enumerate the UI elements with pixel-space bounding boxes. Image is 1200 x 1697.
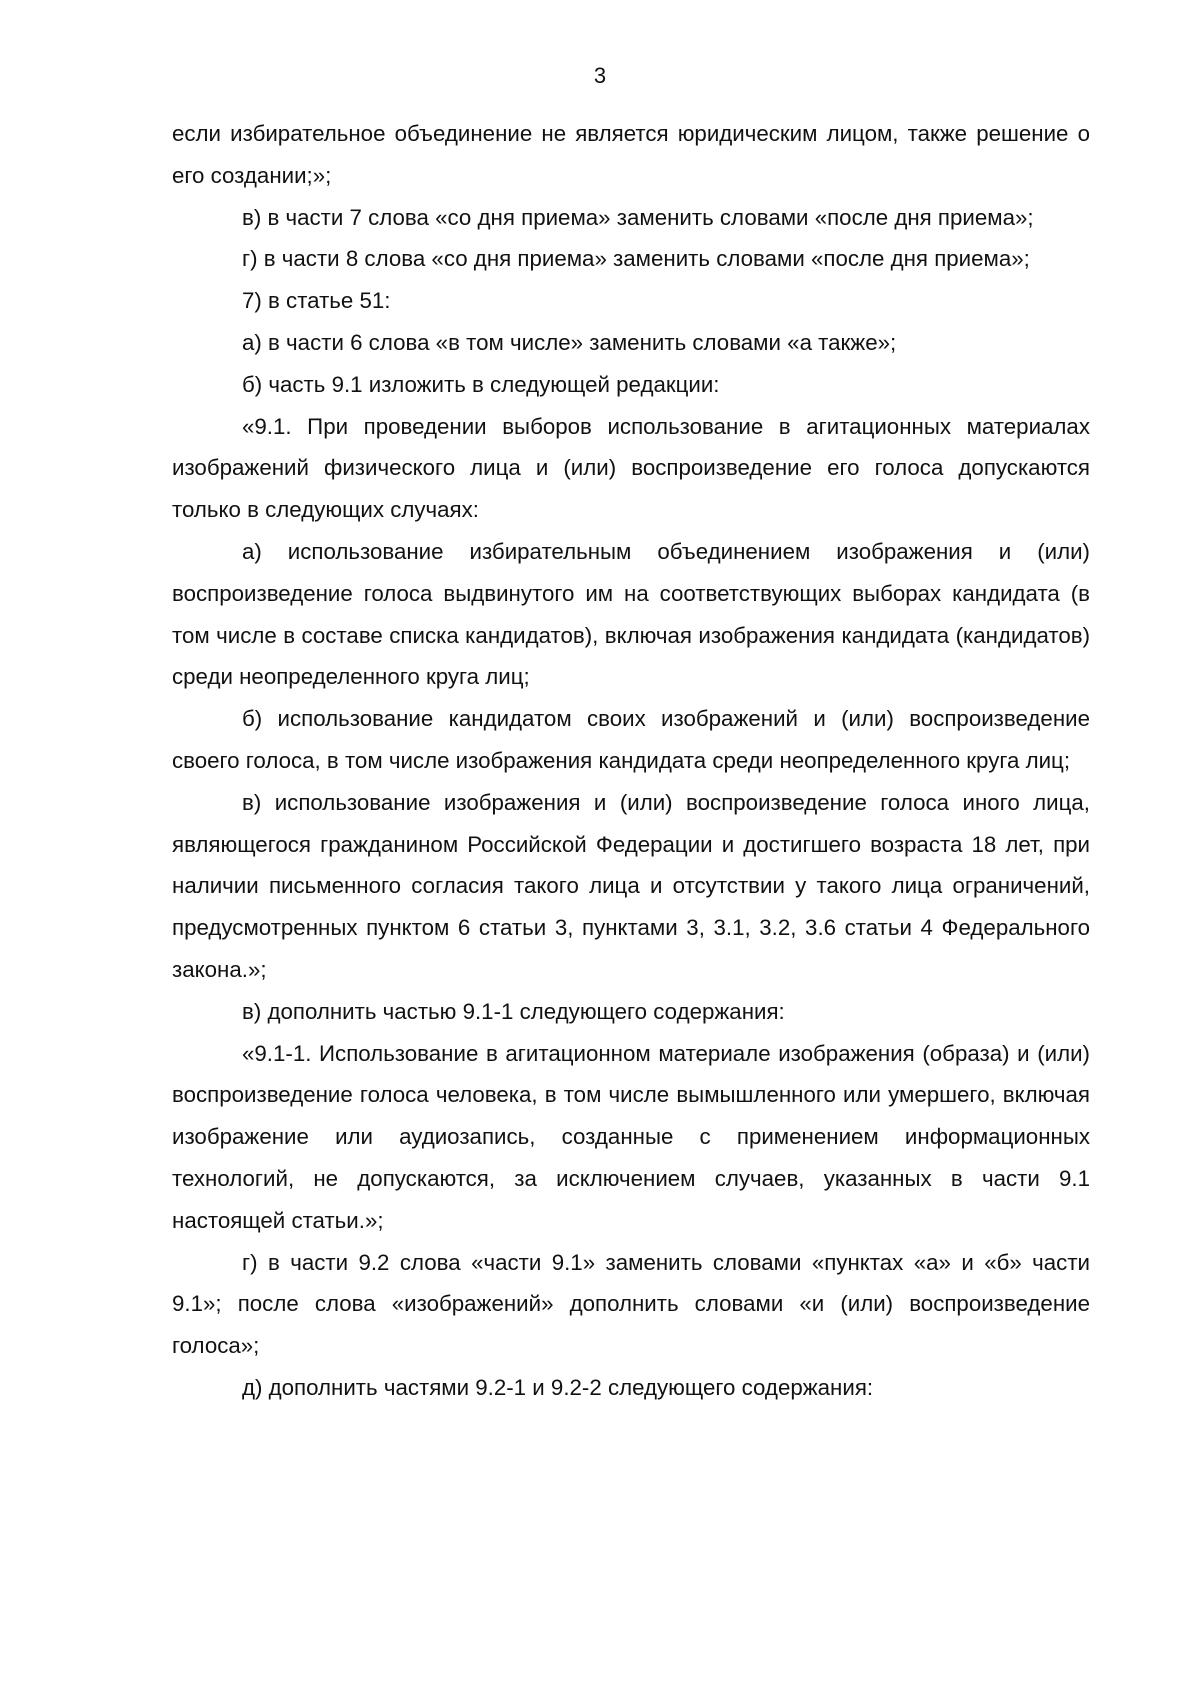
paragraph-case-a: а) использование избирательным объединением изображения и (или) воспроизведение голоса выдвинутого им на соответствующих выборах кандидата (в том числе в составе списка кандидатов), включая изображения кандидата (кандидатов) среди неопределенного круга лиц; [172,538,1090,690]
paragraph-item-d-parts-9-2-1-9-2-2: д) дополнить частями 9.2-1 и 9.2-2 следующего содержания: [242,1374,874,1400]
paragraph-part-9-1-text: «9.1. При проведении выборов использование в агитационных материалах изображений физического лица и (или) воспроизведение его голоса допускаются только в следующих случаях: [172,413,1090,523]
paragraph-item-b-part-9-1: б) часть 9.1 изложить в следующей редакции: [242,371,720,397]
paragraph-item-g-part-9-2: г) в части 9.2 слова «части 9.1» заменить словами «пунктах «а» и «б» части 9.1»; после слова «изображений» дополнить словами «и (или) воспроизведение голоса»; [172,1249,1090,1359]
paragraph-item-g-part-8: г) в части 8 слова «со дня приема» заменить словами «после дня приема»; [242,246,1030,272]
paragraph-case-v: в) использование изображения и (или) воспроизведение голоса иного лица, являющегося гражданином Российской Федерации и достигшего возраста 18 лет, при наличии письменного согласия такого лица и отсутствии у такого лица ограничений, предусмотренных пунктом 6 статьи 3, пунктами 3, 3.1, 3.2, 3.6 статьи 4 Федерального закона.»; [172,789,1090,982]
paragraph-case-b: б) использование кандидатом своих изображений и (или) воспроизведение своего голоса, в том числе изображения кандидата среди неопределенного круга лиц; [172,706,1090,773]
paragraph-item-v-part-9-1-1: в) дополнить частью 9.1-1 следующего содержания: [242,998,785,1024]
paragraph-article-51: 7) в статье 51: [242,288,391,314]
paragraph-item-v-part-7: в) в части 7 слова «со дня приема» заменить словами «после дня приема»; [242,204,1034,230]
paragraph-part-9-1-1-text: «9.1-1. Использование в агитационном материале изображения (образа) и (или) воспроизведение голоса человека, в том числе вымышленного или умершего, включая изображение или аудиозапись, созданные с применением информационных технологий, не допускаются, за исключением случаев, указанных в части 9.1 настоящей статьи.»; [172,1040,1090,1233]
page-number: 3 [593,63,607,88]
paragraph-continuation: если избирательное объединение не является юридическим лицом, также решение о его создании;»; [172,121,1090,188]
document-body [172,113,1090,1409]
paragraph-item-a-part-6: а) в части 6 слова «в том числе» заменить словами «а также»; [242,329,897,355]
